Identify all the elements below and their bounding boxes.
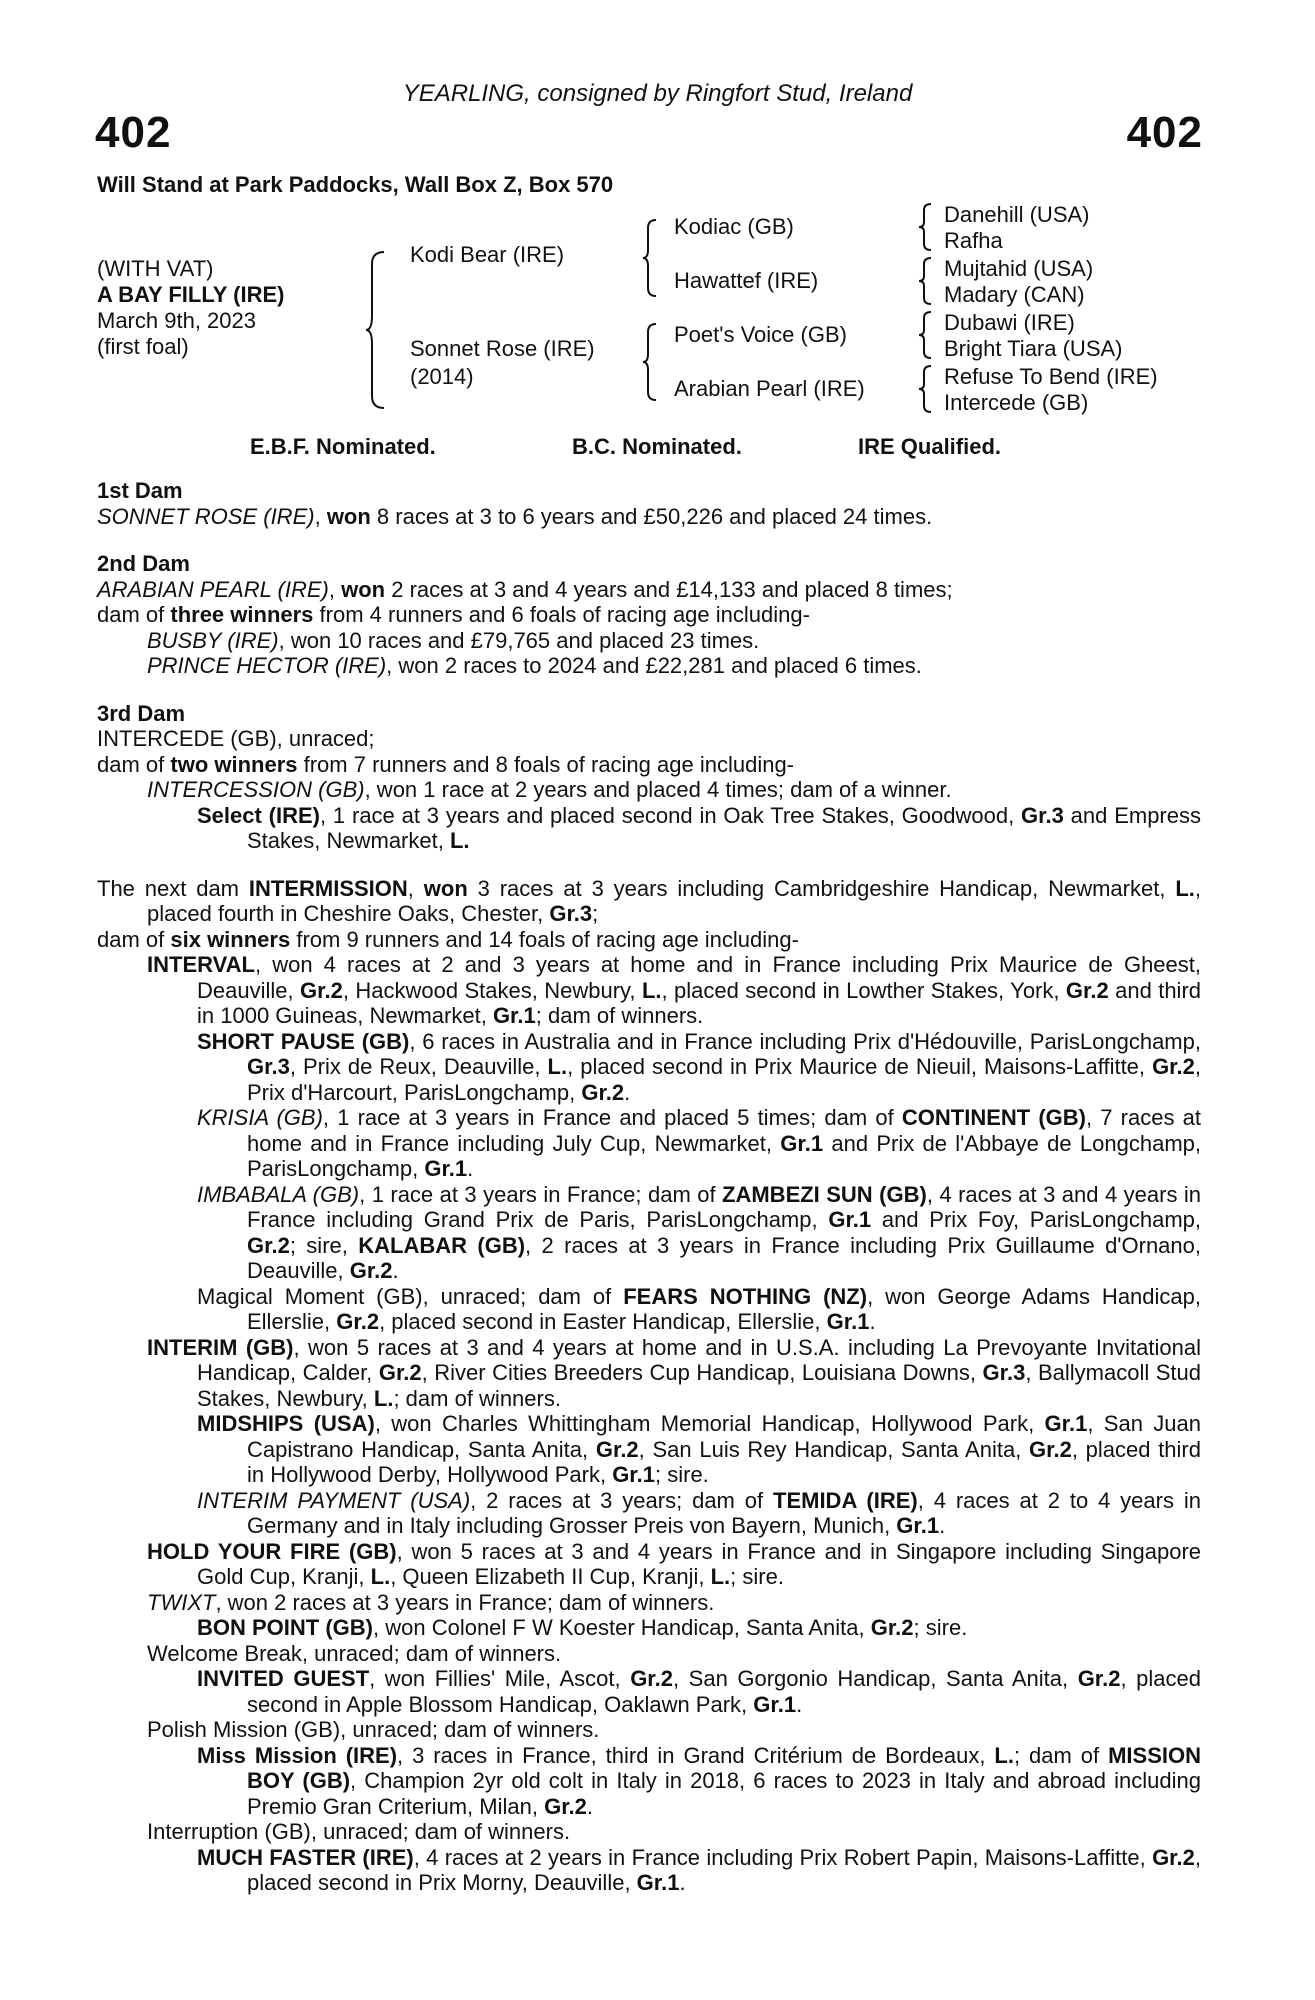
entry-line: ARABIAN PEARL (IRE), won 2 races at 3 and 4 years and £14,133 and placed 8 times;	[97, 576, 953, 602]
third-dam-heading: 3rd Dam	[97, 700, 186, 726]
entry-line: INTERVAL, won 4 races at 2 and 3 years at home and in France including Prix Maurice de Gheest, Deauville, Gr.2, Hackwood Stakes, Newbury, L., placed second in Lowther Stakes, York, Gr.2 and third in 1000 Guineas, Newmarket, Gr.1; dam of winners.	[147, 952, 1202, 1028]
entry-line: Interruption (GB), unraced; dam of winners.	[147, 1819, 571, 1844]
second-dam-heading: 2nd Dam	[97, 551, 190, 576]
sire-sire-name: Kodiac (GB)	[674, 214, 794, 239]
entry-line: IMBABALA (GB), 1 race at 3 years in France; dam of ZAMBEZI SUN (GB), 4 races at 3 and 4 years in France including Grand Prix de Paris, ParisLongchamp, Gr.1 and Prix Foy, ParisLongchamp, Gr.2; sire, KALABAR (GB), 2 races at 3 years in France including Prix Guillaume d'Ornano, Deauville, Gr.2.	[197, 1181, 1202, 1283]
dam-year: (2014)	[410, 364, 474, 389]
gg-5: Dubawi (IRE)	[944, 310, 1075, 335]
horse-name: A BAY FILLY (IRE)	[97, 282, 285, 307]
entry-line: MIDSHIPS (USA), won Charles Whittingham Memorial Handicap, Hollywood Park, Gr.1, San Juan Capistrano Handicap, Santa Anita, Gr.2, San Luis Rey Handicap, Santa Anita, Gr.2, placed third in Hollywood Derby, Hollywood Park, Gr.1; sire.	[197, 1411, 1202, 1487]
gg-8: Intercede (GB)	[944, 390, 1089, 415]
foaling-date: March 9th, 2023	[97, 308, 256, 333]
dam-dam-name: Arabian Pearl (IRE)	[674, 376, 865, 401]
gg-7: Refuse To Bend (IRE)	[944, 364, 1158, 389]
entry-line: BUSBY (IRE), won 10 races and £79,765 and placed 23 times.	[147, 627, 760, 653]
gg-6: Bright Tiara (USA)	[944, 336, 1123, 361]
sire-dam-name: Hawattef (IRE)	[674, 268, 819, 293]
gg-4: Madary (CAN)	[944, 282, 1085, 307]
entry-line: TWIXT, won 2 races at 3 years in France; dam of winners.	[147, 1589, 715, 1615]
vat-note: (WITH VAT)	[97, 256, 214, 281]
consignor-line: YEARLING, consigned by Ringfort Stud, Ireland	[402, 80, 913, 107]
sire-name: Kodi Bear (IRE)	[410, 242, 565, 267]
entry-line: KRISIA (GB), 1 race at 3 years in France and placed 5 times; dam of CONTINENT (GB), 7 races at home and in France including July Cup, Newmarket, Gr.1 and Prix de l'Abbaye de Longchamp, ParisLongchamp, Gr.1.	[197, 1105, 1202, 1181]
first-dam-line: SONNET ROSE (IRE), won 8 races at 3 to 6 years and £50,226 and placed 24 times.	[97, 503, 933, 529]
ire-qualified: IRE Qualified.	[858, 434, 1002, 459]
entry-line: dam of three winners from 4 runners and 6 foals of racing age including-	[97, 602, 810, 627]
g-brace-1	[918, 202, 934, 252]
g-brace-2	[918, 256, 934, 306]
foal-note: (first foal)	[97, 334, 189, 359]
entry-line: INVITED GUEST, won Fillies' Mile, Ascot, Gr.2, San Gorgonio Handicap, Santa Anita, Gr.2, placed second in Apple Blossom Handicap, Oaklawn Park, Gr.1.	[197, 1666, 1201, 1717]
entry-line: INTERCESSION (GB), won 1 race at 2 years and placed 4 times; dam of a winner.	[147, 777, 952, 802]
entry-line: HOLD YOUR FIRE (GB), won 5 races at 3 and 4 years in France and in Singapore including Singapore Gold Cup, Kranji, L., Queen Elizabeth II Cup, Kranji, L.; sire.	[147, 1538, 1202, 1589]
lot-number-right: 402	[1126, 108, 1203, 157]
entry-line: SHORT PAUSE (GB), 6 races in Australia and in France including Prix d'Hédouville, ParisLongchamp, Gr.3, Prix de Reux, Deauville, L., placed second in Prix Maurice de Nieuil, Maisons-Laffitte, Gr.2, Prix d'Harcourt, ParisLongchamp, Gr.2.	[197, 1028, 1201, 1105]
entry-line: INTERCEDE (GB), unraced;	[97, 726, 375, 751]
entry-line: INTERIM (GB), won 5 races at 3 and 4 years at home and in U.S.A. including La Prevoyante Invitational Handicap, Calder, Gr.2, River Cities Breeders Cup Handicap, Louisiana Downs, Gr.3, Ballymacoll Stud Stakes, Newbury, L.; dam of winners.	[147, 1334, 1202, 1411]
entry-line: INTERIM PAYMENT (USA), 2 races at 3 years; dam of TEMIDA (IRE), 4 races at 2 to 4 years in Germany and in Italy including Grosser Preis von Bayern, Munich, Gr.1.	[197, 1487, 1201, 1538]
entry-line: Welcome Break, unraced; dam of winners.	[147, 1640, 562, 1666]
lot-number-left: 402	[95, 108, 172, 157]
g-brace-3	[918, 310, 934, 360]
pedigree-brace-main	[364, 250, 388, 410]
catalogue-body	[97, 478, 1201, 1918]
entry-line: PRINCE HECTOR (IRE), won 2 races to 2024 and £22,281 and placed 6 times.	[147, 653, 922, 678]
entry-line: Magical Moment (GB), unraced; dam of FEARS NOTHING (NZ), won George Adams Handicap, Ellerslie, Gr.2, placed second in Easter Handicap, Ellerslie, Gr.1.	[197, 1283, 1202, 1334]
third-dam-section	[97, 701, 1201, 854]
entry-line: MUCH FASTER (IRE), 4 races at 2 years in France including Prix Robert Papin, Maisons-Laffitte, Gr.2, placed second in Prix Morny, Deauville, Gr.1.	[197, 1844, 1201, 1895]
dam-name: Sonnet Rose (IRE)	[410, 336, 595, 361]
first-dam-heading: 1st Dam	[97, 478, 183, 503]
gg-2: Rafha	[944, 228, 1003, 253]
ebf-nominated: E.B.F. Nominated.	[250, 434, 436, 459]
entry-line: dam of six winners from 9 runners and 14 foals of racing age including-	[97, 926, 799, 952]
entry-line: Polish Mission (GB), unraced; dam of winners.	[147, 1717, 600, 1742]
entry-line: Miss Mission (IRE), 3 races in France, third in Grand Critérium de Bordeaux, L.; dam of MISSION BOY (GB), Champion 2yr old colt in Italy in 2018, 6 races to 2023 in Italy and abroad including Premio Gran Criterium, Milan, Gr.2.	[197, 1742, 1202, 1819]
g-brace-4	[918, 364, 934, 414]
gg-3: Mujtahid (USA)	[944, 256, 1094, 281]
gg-1: Danehill (USA)	[944, 202, 1090, 227]
entry-line: dam of two winners from 7 runners and 8 foals of racing age including-	[97, 751, 795, 777]
entry-line: BON POINT (GB), won Colonel F W Koester Handicap, Santa Anita, Gr.2; sire.	[197, 1615, 968, 1640]
stand-location: Will Stand at Park Paddocks, Wall Box Z, Box 570	[97, 172, 614, 197]
sire-brace	[642, 218, 660, 298]
next-dam-lines	[97, 876, 1201, 1896]
second-dam-lines	[97, 577, 1201, 679]
dam-brace	[642, 322, 660, 402]
dam-sire-name: Poet's Voice (GB)	[674, 322, 847, 347]
first-dam-section	[97, 478, 1201, 529]
next-dam-section	[97, 876, 1201, 1896]
third-dam-lines	[97, 726, 1201, 854]
entry-line: The next dam INTERMISSION, won 3 races at 3 years including Cambridgeshire Handicap, Newmarket, L., placed fourth in Cheshire Oaks, Chester, Gr.3;	[97, 875, 1201, 926]
bc-nominated: B.C. Nominated.	[572, 434, 742, 459]
entry-line: Select (IRE), 1 race at 3 years and placed second in Oak Tree Stakes, Goodwood, Gr.3 and Empress Stakes, Newmarket, L.	[197, 802, 1201, 853]
second-dam-section	[97, 551, 1201, 679]
